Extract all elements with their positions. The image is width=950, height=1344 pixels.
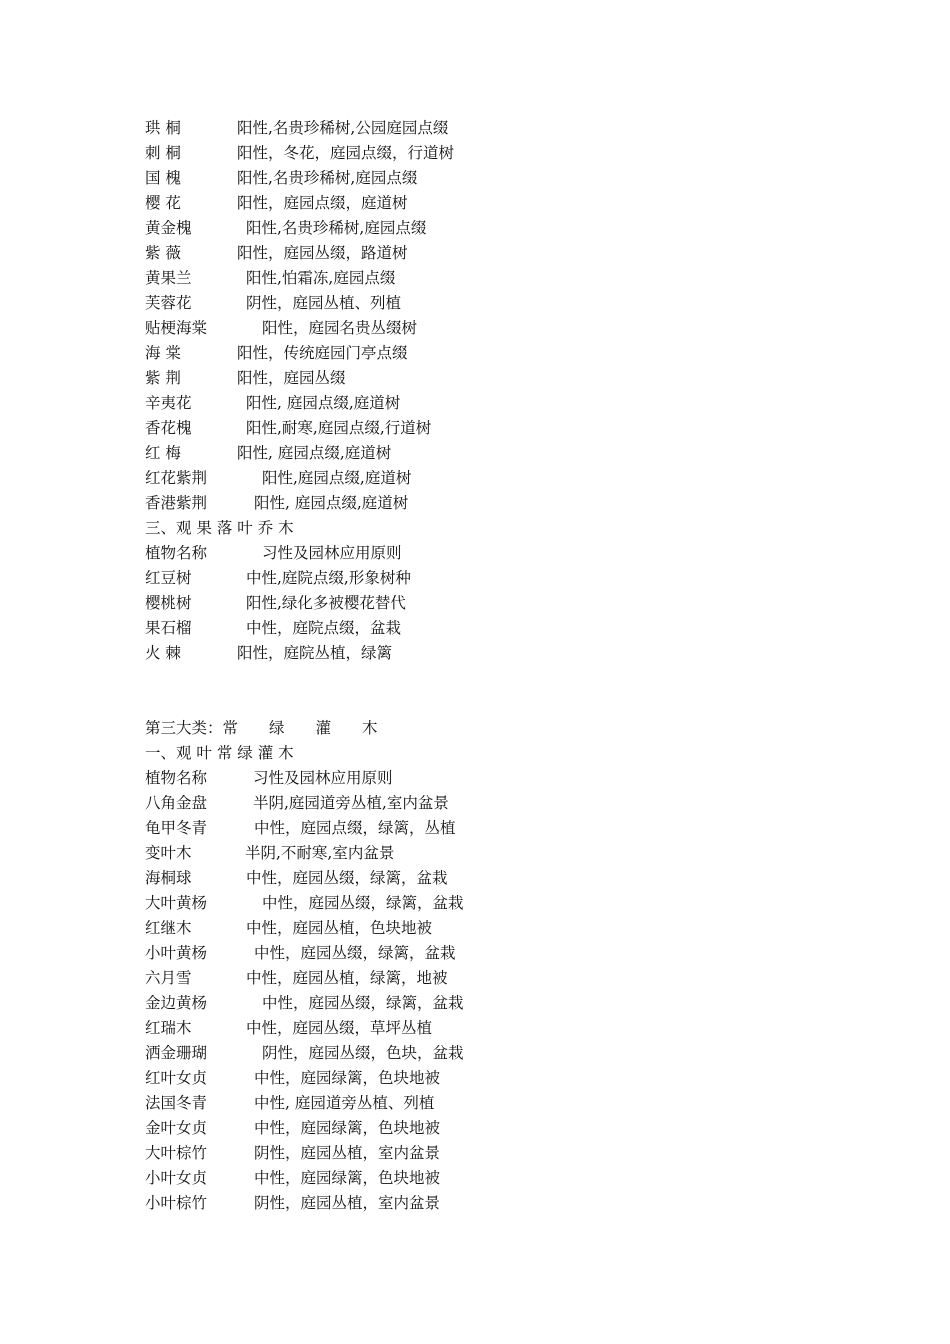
plant-description: 中性，庭园点缀，绿篱，丛植 [254, 819, 456, 837]
section-heading: 三、观 果 落 叶 乔 木 [145, 519, 294, 537]
list-item [145, 366, 905, 391]
list-section-2 [145, 566, 905, 666]
plant-name: 紫 荆 [145, 369, 181, 387]
table-header [145, 541, 905, 566]
plant-name: 国 槐 [145, 169, 181, 187]
list-item [145, 1016, 905, 1041]
plant-name: 紫 薇 [145, 244, 181, 262]
list-item [145, 916, 905, 941]
plant-description: 阳性，庭园点缀，庭道树 [237, 194, 408, 212]
list-item [145, 566, 905, 591]
plant-description: 中性, 庭园道旁丛植、列植 [254, 1094, 435, 1112]
list-item [145, 116, 905, 141]
list-item [145, 416, 905, 441]
plant-description: 阳性，庭园丛缀，路道树 [237, 244, 408, 262]
plant-name: 辛夷花 [145, 394, 192, 412]
plant-name: 黄金槐 [145, 219, 192, 237]
plant-description: 阴性，庭园丛植，室内盆景 [254, 1144, 441, 1162]
list-item [145, 1041, 905, 1066]
plant-name: 小叶女贞 [145, 1169, 208, 1187]
column-header-description: 习性及园林应用原则 [262, 544, 402, 562]
list-item [145, 991, 905, 1016]
plant-description: 阳性,名贵珍稀树,庭园点缀 [237, 169, 418, 187]
list-item [145, 891, 905, 916]
plant-name: 香花槐 [145, 419, 192, 437]
plant-name: 红豆树 [145, 569, 192, 587]
plant-name: 芙蓉花 [145, 294, 192, 312]
list-item [145, 591, 905, 616]
list-item [145, 491, 905, 516]
plant-description: 阳性，冬花，庭园点缀，行道树 [237, 144, 455, 162]
list-item [145, 616, 905, 641]
list-item [145, 1191, 905, 1216]
plant-name: 金边黄杨 [145, 994, 208, 1012]
plant-description: 中性，庭园丛缀，绿篱，盆栽 [254, 944, 456, 962]
list-item [145, 791, 905, 816]
plant-name: 大叶黄杨 [145, 894, 208, 912]
plant-name: 海 棠 [145, 344, 181, 362]
plant-description: 阳性，传统庭园门亭点缀 [237, 344, 408, 362]
plant-name: 小叶棕竹 [145, 1194, 208, 1212]
plant-description: 中性，庭园丛植，色块地被 [246, 919, 433, 937]
plant-description: 阳性，庭园名贵丛缀树 [262, 319, 418, 337]
list-item [145, 841, 905, 866]
plant-name: 红瑞木 [145, 1019, 192, 1037]
list-item [145, 866, 905, 891]
column-header-name: 植物名称 [145, 544, 208, 562]
plant-name: 黄果兰 [145, 269, 192, 287]
list-item [145, 441, 905, 466]
plant-description: 阳性,庭园点缀,庭道树 [262, 469, 412, 487]
plant-description: 阳性，庭院丛植，绿篱 [237, 644, 393, 662]
plant-name: 六月雪 [145, 969, 192, 987]
plant-description: 半阴,不耐寒,室内盆景 [245, 844, 395, 862]
plant-name: 樱桃树 [145, 594, 192, 612]
plant-name: 红继木 [145, 919, 192, 937]
section-heading: 一、观 叶 常 绿 灌 木 [145, 744, 294, 762]
plant-description: 中性，庭园丛缀，绿篱，盆栽 [262, 894, 464, 912]
document-page [145, 116, 905, 1216]
plant-description: 阳性,名贵珍稀树,公园庭园点缀 [237, 119, 449, 137]
list-item [145, 191, 905, 216]
plant-description: 中性，庭院点缀，盆栽 [246, 619, 402, 637]
list-item [145, 391, 905, 416]
plant-description: 阳性,绿化多被樱花替代 [246, 594, 406, 612]
list-section-3 [145, 791, 905, 1216]
plant-description: 阳性,耐寒,庭园点缀,行道树 [246, 419, 432, 437]
plant-description: 中性，庭园绿篱，色块地被 [254, 1169, 441, 1187]
list-item [145, 1091, 905, 1116]
plant-name: 小叶黄杨 [145, 944, 208, 962]
plant-name: 珙 桐 [145, 119, 181, 137]
list-item [145, 266, 905, 291]
plant-name: 红叶女贞 [145, 1069, 208, 1087]
list-item [145, 941, 905, 966]
plant-description: 半阴,庭园道旁丛植,室内盆景 [253, 794, 449, 812]
plant-description: 阳性,怕霜冻,庭园点缀 [246, 269, 396, 287]
plant-description: 阳性，庭园丛缀 [237, 369, 346, 387]
table-header [145, 766, 905, 791]
plant-name: 红 梅 [145, 444, 181, 462]
plant-name: 樱 花 [145, 194, 181, 212]
list-item [145, 1066, 905, 1091]
plant-name: 洒金珊瑚 [145, 1044, 208, 1062]
list-item [145, 466, 905, 491]
plant-name: 香港紫荆 [145, 494, 208, 512]
plant-name: 变叶木 [145, 844, 192, 862]
plant-description: 中性，庭园丛缀，草坪丛植 [246, 1019, 433, 1037]
list-item [145, 1116, 905, 1141]
column-header-description: 习性及园林应用原则 [253, 769, 393, 787]
plant-name: 法国冬青 [145, 1094, 208, 1112]
category-title: 第三大类：常 绿 灌 木 [145, 719, 378, 737]
list-item [145, 141, 905, 166]
list-item [145, 641, 905, 666]
list-item [145, 341, 905, 366]
plant-description: 中性,庭院点缀,形象树种 [246, 569, 411, 587]
list-item [145, 966, 905, 991]
plant-description: 阴性，庭园丛植，室内盆景 [254, 1194, 441, 1212]
plant-name: 八角金盘 [145, 794, 208, 812]
plant-description: 阳性,名贵珍稀树,庭园点缀 [246, 219, 427, 237]
list-item [145, 291, 905, 316]
plant-description: 中性，庭园丛缀，绿篱，盆栽 [246, 869, 448, 887]
plant-description: 阳性, 庭园点缀,庭道树 [246, 394, 401, 412]
plant-description: 中性，庭园绿篱，色块地被 [254, 1119, 441, 1137]
plant-description: 阴性，庭园丛植、列植 [246, 294, 402, 312]
plant-name: 红花紫荆 [145, 469, 208, 487]
plant-name: 海桐球 [145, 869, 192, 887]
list-item [145, 1141, 905, 1166]
plant-name: 龟甲冬青 [145, 819, 208, 837]
list-item [145, 316, 905, 341]
list-item [145, 816, 905, 841]
column-header-name: 植物名称 [145, 769, 208, 787]
plant-description: 阳性, 庭园点缀,庭道树 [237, 444, 392, 462]
spacer [145, 666, 905, 716]
list-item [145, 1166, 905, 1191]
plant-name: 大叶棕竹 [145, 1144, 208, 1162]
plant-description: 阴性，庭园丛缀，色块，盆栽 [262, 1044, 464, 1062]
plant-name: 金叶女贞 [145, 1119, 208, 1137]
list-item [145, 216, 905, 241]
plant-name: 火 棘 [145, 644, 181, 662]
plant-name: 果石榴 [145, 619, 192, 637]
plant-name: 刺 桐 [145, 144, 181, 162]
plant-description: 中性，庭园丛植，绿篱，地被 [246, 969, 448, 987]
list-section-1 [145, 116, 905, 516]
plant-name: 贴梗海棠 [145, 319, 208, 337]
list-item [145, 166, 905, 191]
list-item [145, 241, 905, 266]
plant-description: 阳性, 庭园点缀,庭道树 [254, 494, 409, 512]
plant-description: 中性，庭园绿篱，色块地被 [254, 1069, 441, 1087]
plant-description: 中性，庭园丛缀，绿篱，盆栽 [262, 994, 464, 1012]
